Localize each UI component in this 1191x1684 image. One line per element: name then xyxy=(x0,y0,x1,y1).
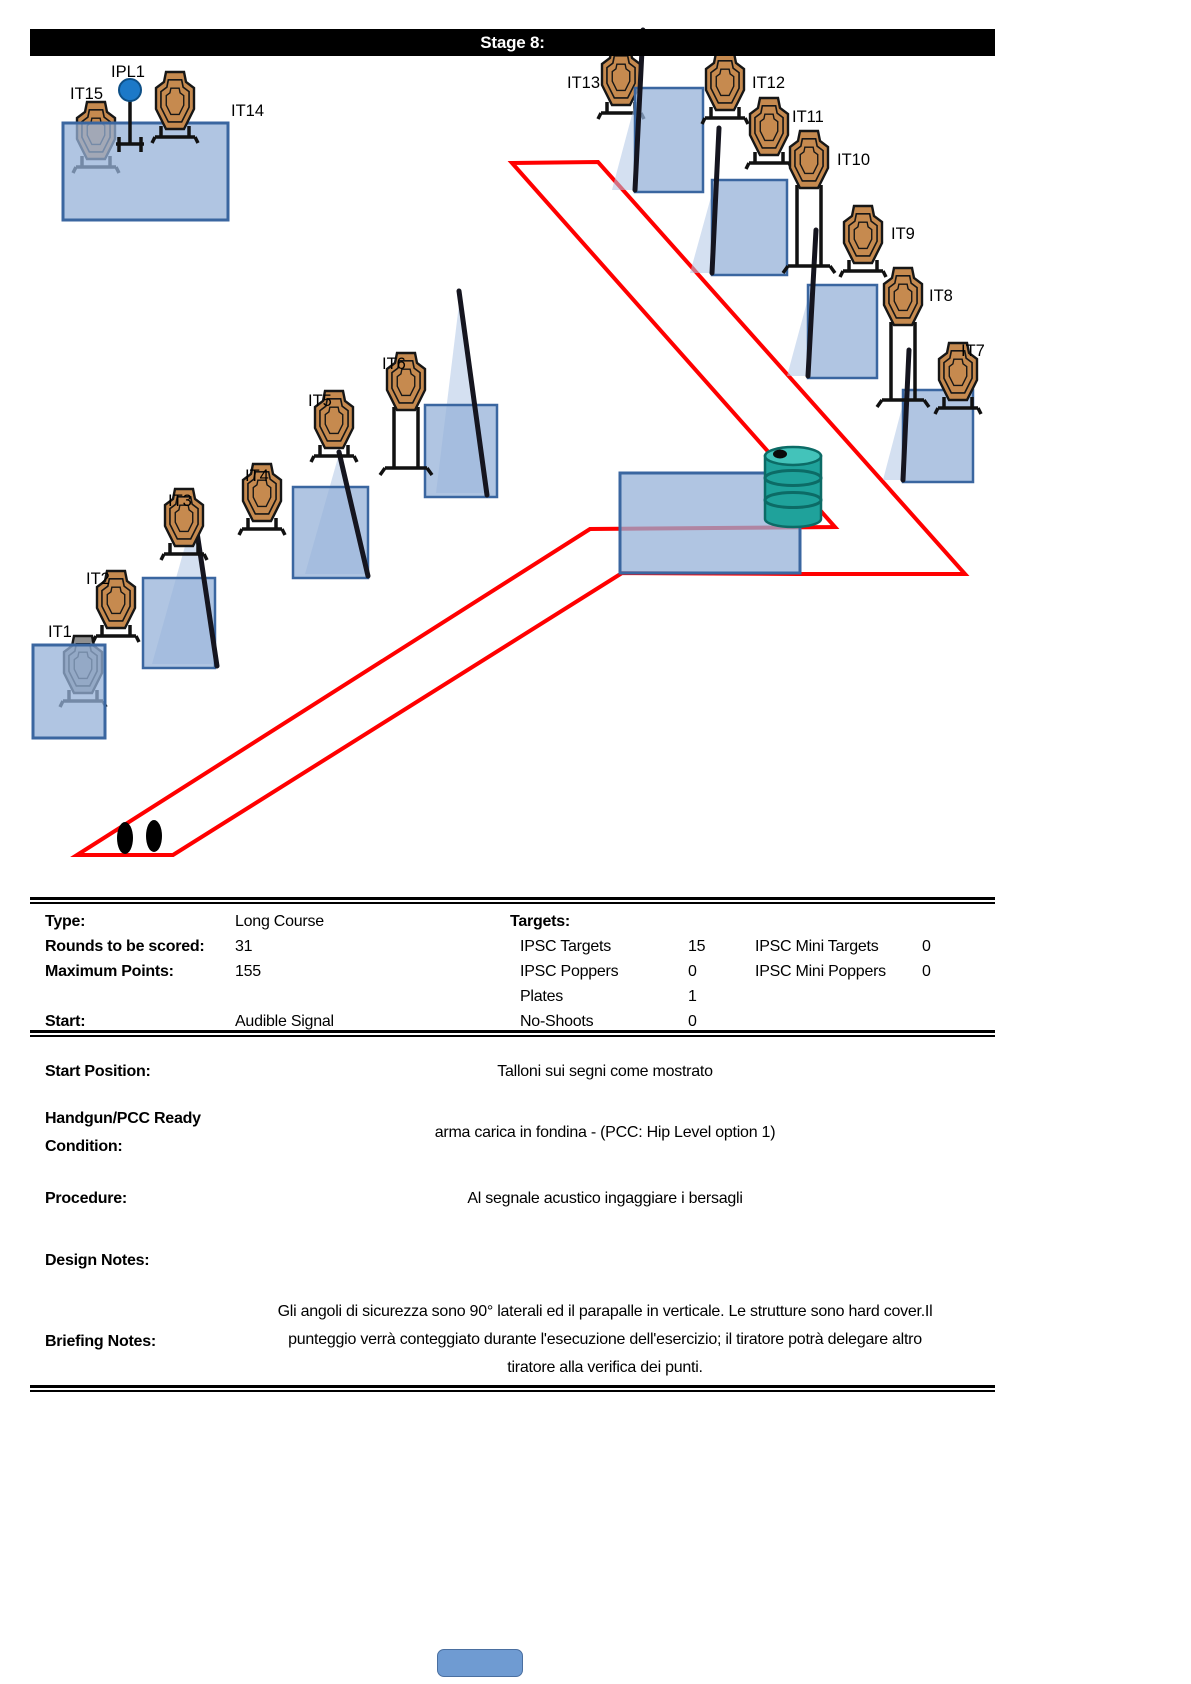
plate-ipl1 xyxy=(116,79,144,152)
wall-it14-panel xyxy=(63,123,228,220)
no-shoots-label: No-Shoots xyxy=(520,1013,594,1030)
briefing-line3: tiratore alla verifica dei punti. xyxy=(507,1359,703,1376)
type-label: Type: xyxy=(45,913,86,930)
label-it1: IT1 xyxy=(48,623,72,641)
procedure-label: Procedure: xyxy=(45,1190,127,1207)
barrel xyxy=(765,447,821,527)
no-shoots-value: 0 xyxy=(688,1013,697,1030)
label-it12: IT12 xyxy=(752,74,786,92)
mini-poppers-value: 0 xyxy=(922,963,931,980)
plate-disc xyxy=(119,79,141,101)
start-position-label: Start Position: xyxy=(45,1063,151,1080)
ipsc-targets-value: 15 xyxy=(688,938,706,955)
briefing-line1: Gli angoli di sicurezza sono 90° laterali ed il parapalle in verticale. Le strutture sono hard cover.Il xyxy=(277,1303,933,1320)
wall-it14 xyxy=(63,123,228,220)
label-ipl1: IPL1 xyxy=(111,63,145,81)
max-points-value: 155 xyxy=(235,963,261,980)
foot-mark xyxy=(146,820,162,852)
ready-condition-label-line2: Condition: xyxy=(45,1138,123,1155)
title-bar xyxy=(30,29,995,56)
ready-condition-value: arma carica in fondina - (PCC: Hip Level option 1) xyxy=(434,1124,776,1141)
barrel-lid xyxy=(765,447,821,465)
target-it9 xyxy=(840,206,886,277)
ipsc-poppers-value: 0 xyxy=(688,963,697,980)
procedure-value: Al segnale acustico ingaggiare i bersagli xyxy=(467,1190,743,1207)
label-it14: IT14 xyxy=(231,102,265,120)
rounds-value: 31 xyxy=(235,938,253,955)
wall-it9-panel xyxy=(808,285,877,378)
start-label: Start: xyxy=(45,1013,86,1030)
label-it13: IT13 xyxy=(567,74,601,92)
label-it8: IT8 xyxy=(929,287,953,305)
label-it5: IT5 xyxy=(308,392,332,410)
briefing-line2: punteggio verrà conteggiato durante l'esecuzione dell'esercizio; il tiratore potrà delegare altro xyxy=(288,1331,922,1348)
ipsc-poppers-label: IPSC Poppers xyxy=(520,963,619,980)
type-value: Long Course xyxy=(235,913,324,930)
ready-condition-label-line1: Handgun/PCC Ready xyxy=(45,1110,201,1127)
plates-label: Plates xyxy=(520,988,563,1005)
label-it3: IT3 xyxy=(168,492,192,510)
target-it10 xyxy=(783,131,835,273)
start-position-value: Talloni sui segni come mostrato xyxy=(497,1063,713,1080)
start-value: Audible Signal xyxy=(235,1013,334,1030)
max-points-label: Maximum Points: xyxy=(45,963,174,980)
wall-it6 xyxy=(425,291,497,497)
bottom-scrollbar-thumb[interactable] xyxy=(437,1649,523,1677)
wall-it1-panel xyxy=(33,645,105,738)
wall-it7-panel xyxy=(903,390,973,482)
design-notes-label: Design Notes: xyxy=(45,1252,150,1269)
target-it8 xyxy=(877,268,929,407)
target-it11 xyxy=(746,98,792,169)
targets-header: Targets: xyxy=(510,913,570,930)
label-it4: IT4 xyxy=(245,467,269,485)
ipsc-targets-label: IPSC Targets xyxy=(520,938,611,955)
wall-it13-panel xyxy=(635,88,703,192)
start-feet-marks xyxy=(117,820,162,854)
briefing-notes-label: Briefing Notes: xyxy=(45,1333,156,1350)
label-it7: IT7 xyxy=(961,342,985,360)
wall-it1 xyxy=(33,645,105,738)
wall-it5 xyxy=(293,452,368,578)
target-it12 xyxy=(702,53,748,124)
divider-middle xyxy=(30,1030,995,1037)
label-it15: IT15 xyxy=(70,85,104,103)
divider-bottom xyxy=(30,1385,995,1392)
mini-poppers-label: IPSC Mini Poppers xyxy=(755,963,886,980)
label-it10: IT10 xyxy=(837,151,871,169)
page-title: Stage 8: xyxy=(480,32,545,52)
label-it2: IT2 xyxy=(86,570,110,588)
mini-targets-label: IPSC Mini Targets xyxy=(755,938,879,955)
label-it6: IT6 xyxy=(382,355,406,373)
barrel-bung-hole xyxy=(773,450,787,459)
divider-top xyxy=(30,897,995,904)
plates-value: 1 xyxy=(688,988,697,1005)
mini-targets-value: 0 xyxy=(922,938,931,955)
label-it11: IT11 xyxy=(792,108,824,126)
wall-it11-panel xyxy=(712,180,787,275)
rounds-label: Rounds to be scored: xyxy=(45,938,205,955)
label-it9: IT9 xyxy=(891,225,915,243)
target-tall-stand xyxy=(783,185,835,273)
foot-mark xyxy=(117,822,133,854)
